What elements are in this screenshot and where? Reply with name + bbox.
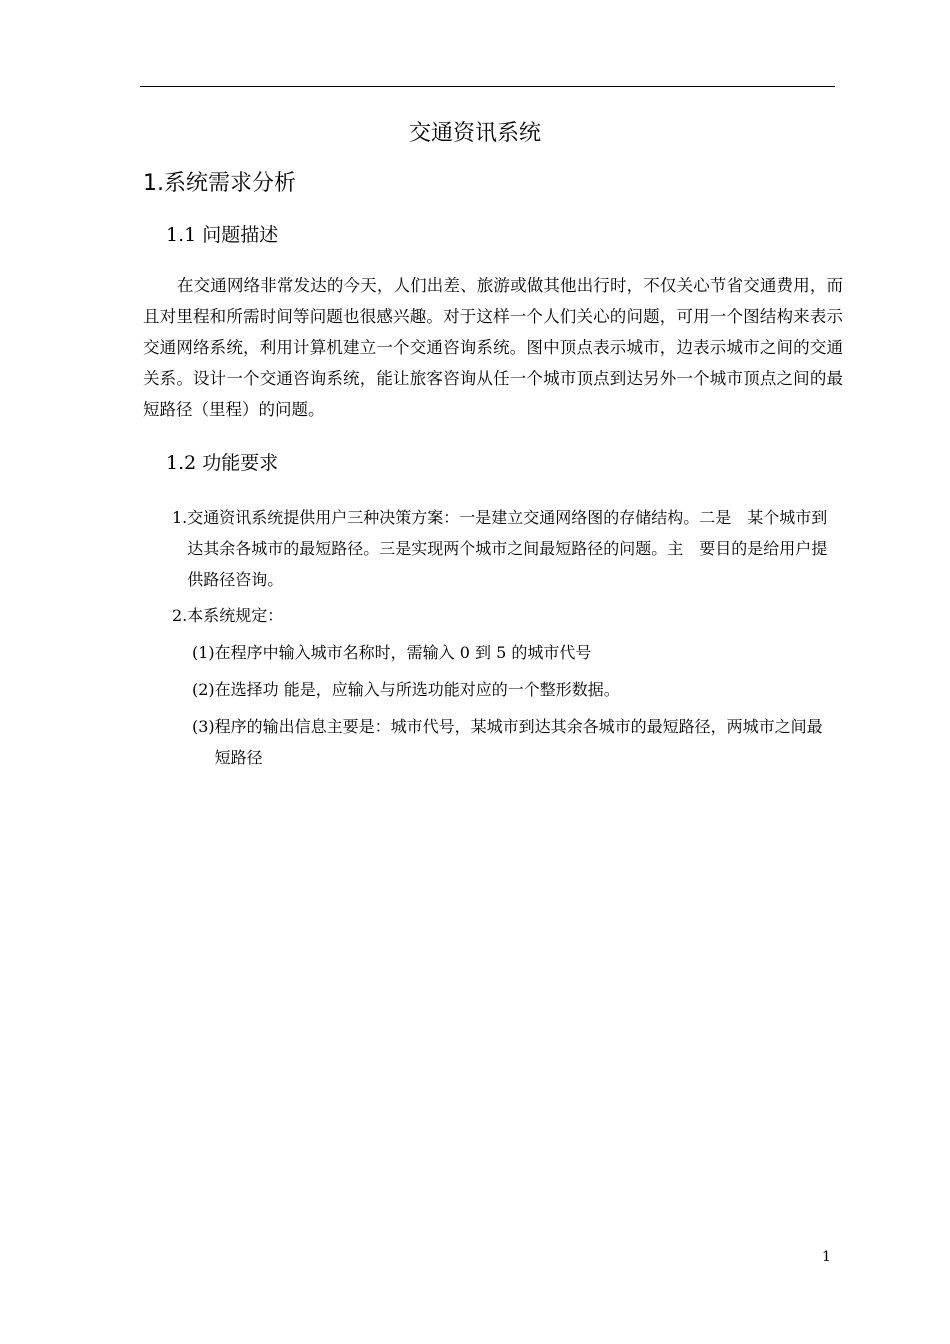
problem-description-paragraph: 在交通网络非常发达的今天，人们出差、旅游或做其他出行时，不仅关心节省交通费用，而且对里程和所需时间等问题也很感兴趣。对于这样一个人们关心的问题，可用一个图结构来表示交通网络系统，利用计算机建立一个交通咨询系统。图中顶点表示城市，边表示城市之间的交通关系。设计一个交通咨询系统，能让旅客咨询从任一个城市顶点到达另外一个城市顶点之间的最短路径（里程）的问题。 [143, 276, 843, 419]
requirement-number: 1. [172, 508, 188, 527]
subsection-heading-function-requirements: 1.2 功能要求 [166, 452, 279, 474]
rule-text: 在程序中输入城市名称时，需输入 0 到 5 的城市代号 [214, 643, 592, 662]
rule-text: 在选择功 能是，应输入与所选功能对应的一个整形数据。 [214, 680, 620, 699]
requirement-text: 交通资讯系统提供用户三种决策方案：一是建立交通网络图的存储结构。二是 某个城市到达其余各城市的最短路径。三是实现两个城市之间最短路径的问题。主 要目的是给用户提供路径咨询。 [187, 508, 828, 589]
rule-item [192, 674, 837, 705]
subsection-heading-problem-description: 1.1 问题描述 [166, 224, 279, 246]
requirement-item [172, 502, 837, 595]
page-number: 1 [822, 1249, 831, 1265]
rule-item [192, 637, 837, 668]
requirement-item [172, 600, 837, 631]
rules-sublist [192, 637, 837, 773]
rule-number: (3) [192, 717, 215, 736]
rule-number: (1) [192, 643, 215, 662]
requirement-text: 本系统规定： [187, 606, 284, 625]
rule-number: (2) [192, 680, 215, 699]
document-title: 交通资讯系统 [408, 121, 541, 146]
header-rule [140, 86, 835, 87]
rule-text: 程序的输出信息主要是：城市代号，某城市到达其余各城市的最短路径，两城市之间最短路径 [214, 717, 823, 767]
rule-item [192, 711, 837, 773]
requirement-number: 2. [172, 606, 188, 625]
requirements-list [172, 502, 837, 779]
section-heading-system-requirements: 1.系统需求分析 [143, 171, 296, 196]
